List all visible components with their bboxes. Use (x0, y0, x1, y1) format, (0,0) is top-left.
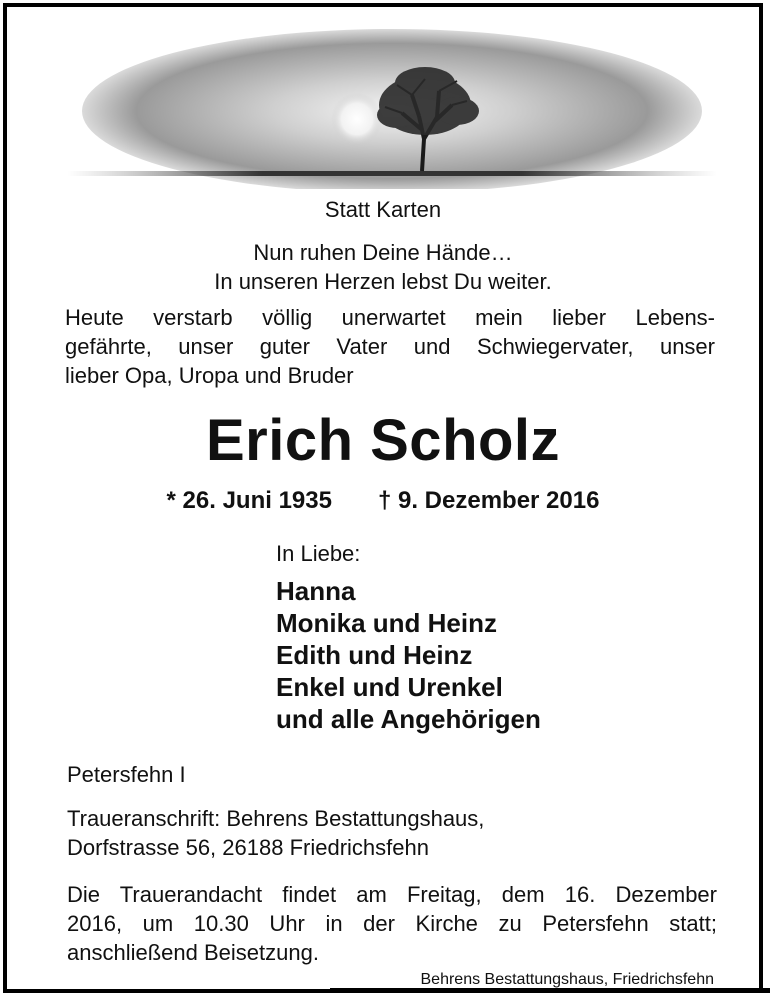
obituary-frame (3, 3, 763, 993)
verse-line: In unseren Herzen lebst Du weiter. (214, 269, 552, 294)
footer-rule (330, 988, 770, 993)
statt-karten-text: Statt Karten (324, 197, 442, 222)
mourning-address (67, 804, 484, 862)
mourners-block (276, 541, 541, 735)
life-dates (7, 487, 759, 515)
service-line: 2016, um 10.30 Uhr in der Kirche zu Petersfehn statt; (67, 911, 717, 936)
tree-landscape-image (67, 21, 717, 189)
verse (7, 238, 759, 296)
in-liebe-heading: In Liebe: (276, 541, 361, 566)
mourner-name: Hanna (276, 576, 356, 606)
mourner-name: Edith und Heinz (276, 640, 473, 670)
service-line: Die Trauerandacht findet am Freitag, dem 16. Dezember (67, 882, 717, 907)
intro-paragraph (65, 303, 715, 390)
service-line: anschließend Beisetzung. (67, 940, 319, 965)
death-date: † 9. Dezember 2016 (377, 487, 600, 514)
mourner-name: und alle Angehörigen (276, 704, 541, 734)
deceased-name: Erich Scholz (205, 408, 561, 473)
intro-line: lieber Opa, Uropa und Bruder (65, 363, 354, 388)
funeral-home-credit: Behrens Bestattungshaus, Friedrichsfehn (420, 971, 714, 988)
service-info (67, 880, 717, 967)
intro-line: gefährte, unser guter Vater und Schwiegervater, unser (65, 334, 715, 359)
verse-line: Nun ruhen Deine Hände… (253, 240, 513, 265)
mourner-name: Enkel und Urenkel (276, 672, 503, 702)
birth-date: * 26. Juni 1935 (166, 487, 332, 514)
intro-line: Heute verstarb völlig unerwartet mein lieber Lebens- (65, 305, 715, 330)
address-line: Traueranschrift: Behrens Bestattungshaus, (67, 806, 485, 831)
address-line: Dorfstrasse 56, 26188 Friedrichsfehn (67, 835, 429, 860)
mourner-name: Monika und Heinz (276, 608, 497, 638)
place-text: Petersfehn I (67, 762, 186, 787)
